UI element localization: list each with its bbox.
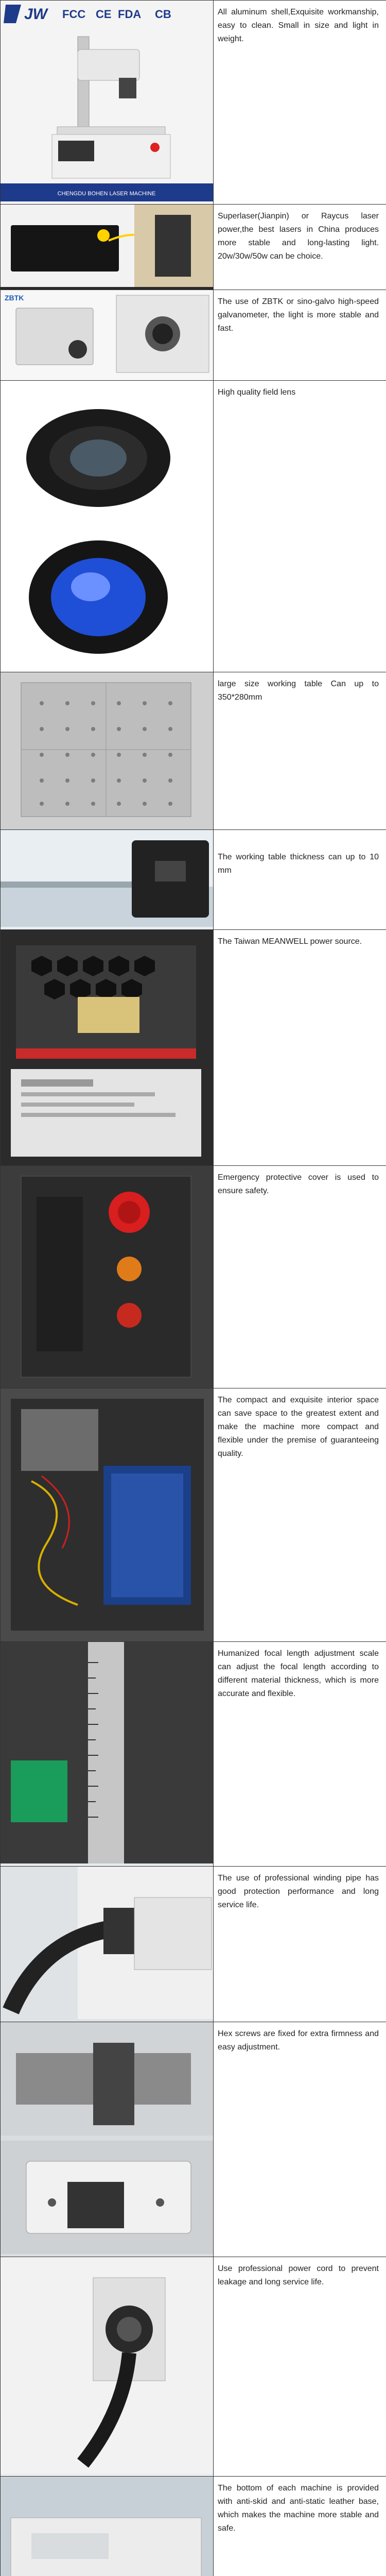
feature-text-cell (214, 2022, 386, 2257)
cert-fda: FDA (118, 8, 142, 21)
table-thickness-graphic (1, 830, 213, 927)
feature-text-cell (214, 1642, 386, 1867)
feature-row-table-thickness (1, 830, 386, 930)
anti-skid-base-photo (1, 2477, 213, 2576)
cert-ce: CE (96, 8, 112, 21)
feature-description: The use of professional winding pipe has good protection performance and long service life. (218, 1874, 379, 1909)
feature-description: Superlaser(Jianpin) or Raycus laser power,the best lasers in China produces more stable and long-lasting light. 20w/30w/50w can be choice. (218, 212, 379, 261)
cert-cb: CB (155, 8, 171, 21)
feature-text-cell (214, 290, 386, 381)
feature-text-cell (214, 672, 386, 830)
feature-image-cell (1, 1642, 214, 1867)
focal-scale-graphic (1, 1642, 213, 1863)
feature-description: All aluminum shell,Exquisite workmanship, easy to clean. Small in size and light in weight. (218, 8, 379, 43)
feature-description: High quality field lens (218, 388, 296, 397)
hex-screws-photo (1, 2022, 213, 2257)
feature-image-cell (1, 381, 214, 672)
power-source-photo (1, 930, 213, 1165)
hex-screws-graphic (1, 2022, 213, 2254)
feature-row-interior (1, 1388, 386, 1642)
feature-row-field-lens (1, 381, 386, 672)
feature-row-emergency (1, 1166, 386, 1388)
feature-text-cell (214, 1166, 386, 1388)
marking-machine-illustration (52, 37, 170, 178)
feature-text-cell (214, 930, 386, 1166)
feature-row-base (1, 2477, 386, 2576)
galvanometer-photo (1, 290, 213, 380)
feature-row-laser-source (1, 205, 386, 290)
galvanometer-graphic (1, 290, 213, 378)
feature-description: The bottom of each machine is provided with anti-skid and anti-static leather base, which makes the machine more stable and safe. (218, 2484, 379, 2533)
power-cord-graphic (1, 2257, 213, 2473)
logo-mark (4, 5, 49, 23)
feature-image-cell (1, 1867, 214, 2022)
emergency-panel-graphic (1, 1166, 213, 1385)
focal-scale-photo (1, 1642, 213, 1866)
feature-description: The working table thickness can up to 10 mm (218, 853, 379, 875)
feature-image-cell (1, 1388, 214, 1642)
emergency-panel-photo (1, 1166, 213, 1388)
feature-text-cell (214, 1, 386, 205)
machine-overview-graphic (1, 1, 213, 201)
feature-image-cell (1, 672, 214, 830)
working-table-graphic (1, 672, 213, 827)
feature-row-hex-screws (1, 2022, 386, 2257)
feature-row-galvo (1, 290, 386, 381)
feature-image-cell (1, 205, 214, 290)
cert-fcc: FCC (62, 8, 86, 21)
feature-text-cell (214, 205, 386, 290)
feature-description: Hex screws are fixed for extra firmness and easy adjustment. (218, 2029, 379, 2052)
feature-description: The compact and exquisite interior space can save space to the greatest extent and make the machine more compact and flexible under the premise of guaranteeing quality. (218, 1396, 379, 1458)
feature-image-cell (1, 1, 214, 205)
feature-description: The Taiwan MEANWELL power source. (218, 937, 362, 946)
interior-photo (1, 1388, 213, 1641)
feature-image-cell (1, 930, 214, 1166)
feature-text-cell (214, 830, 386, 930)
winding-pipe-graphic (1, 1867, 213, 2019)
table-thickness-photo (1, 830, 213, 929)
feature-image-cell (1, 830, 214, 930)
feature-description: The use of ZBTK or sino-galvo high-speed galvanometer, the light is more stable and fast. (218, 297, 379, 333)
feature-row-power-source (1, 930, 386, 1166)
certification-marks (62, 8, 171, 21)
feature-row-winding-pipe (1, 1867, 386, 2022)
winding-pipe-photo (1, 1867, 213, 2022)
power-cord-photo (1, 2257, 213, 2476)
feature-row-focal-scale (1, 1642, 386, 1867)
galvo-brand-label: ZBTK (5, 294, 24, 302)
feature-text-cell (214, 381, 386, 672)
feature-image-cell (1, 2257, 214, 2477)
feature-text-cell (214, 2257, 386, 2477)
feature-image-cell (1, 2477, 214, 2576)
feature-description: Use professional power cord to prevent leakage and long service life. (218, 2264, 379, 2286)
feature-image-cell (1, 2022, 214, 2257)
laser-source-graphic (1, 205, 213, 287)
feature-row-working-table (1, 672, 386, 830)
feature-text-cell (214, 1867, 386, 2022)
field-lens-graphic (1, 381, 213, 669)
field-lens-photo (1, 381, 213, 672)
feature-image-cell (1, 1166, 214, 1388)
laser-source-photo (1, 205, 213, 290)
power-source-graphic (1, 930, 213, 1163)
brand-strip-text: CHENGDU BOHEN LASER MACHINE (57, 191, 156, 197)
logo-text: JW (24, 6, 47, 23)
machine-overview-photo (1, 1, 213, 204)
feature-text-cell (214, 1388, 386, 1642)
feature-description: large size working table Can up to 350*280mm (218, 680, 379, 702)
working-table-photo (1, 672, 213, 829)
feature-row-shell (1, 1, 386, 205)
interior-graphic (1, 1388, 213, 1639)
feature-row-power-cord (1, 2257, 386, 2477)
feature-text-cell (214, 2477, 386, 2576)
feature-image-cell (1, 290, 214, 381)
feature-description: Humanized focal length adjustment scale can adjust the focal length according to different material thickness, which is more accurate and flexible. (218, 1649, 379, 1698)
anti-skid-base-graphic (1, 2477, 213, 2576)
feature-description: Emergency protective cover is used to ensure safety. (218, 1173, 379, 1195)
